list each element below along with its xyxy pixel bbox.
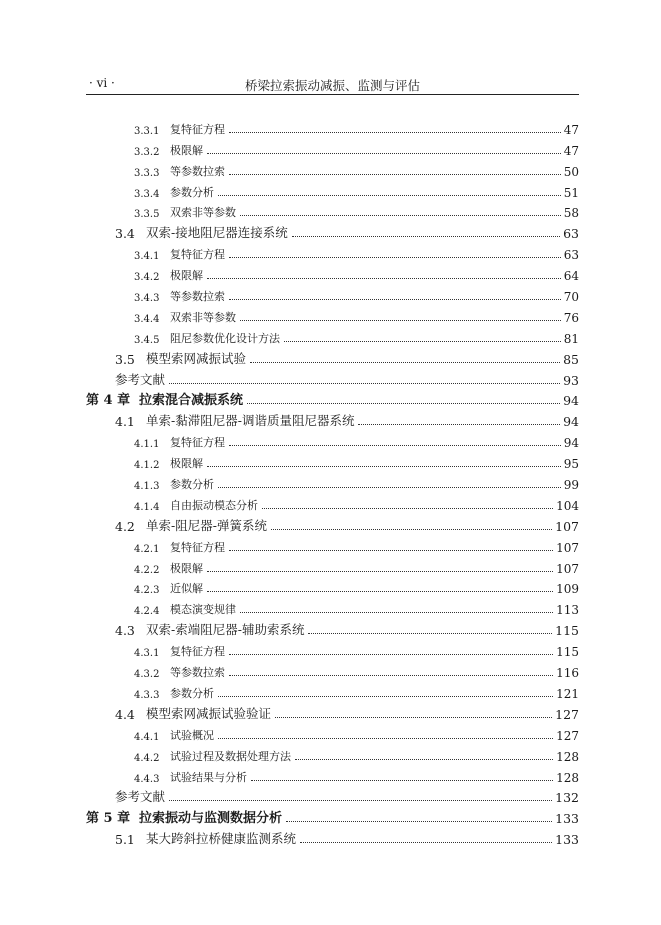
dot-leader	[207, 278, 561, 279]
toc-entry-title: 模型索网减振试验验证	[146, 705, 272, 721]
toc-entry-number: 4.2.2	[134, 564, 160, 576]
toc-entry-page: 115	[555, 623, 579, 639]
toc-subsection-entry[interactable]	[0, 743, 661, 764]
dot-leader	[229, 445, 561, 446]
toc-section-entry[interactable]	[0, 617, 661, 638]
toc-entry-number: 4.1.2	[134, 460, 160, 472]
toc-entry-title: 拉索混合减振系统	[139, 393, 244, 409]
toc-section-entry[interactable]	[0, 408, 661, 429]
toc-entry-page: 128	[556, 749, 579, 764]
toc-entry-page: 63	[563, 226, 579, 242]
toc-entry-title: 等参数拉索	[170, 164, 225, 178]
toc-entry-title: 极限解	[170, 561, 203, 575]
toc-entry-page: 81	[563, 331, 579, 346]
toc-entry-title: 双索-索端阻尼器-辅助索系统	[146, 622, 305, 638]
toc-entry-number: 3.5	[115, 351, 135, 367]
toc-entry-page: 51	[563, 185, 579, 200]
dot-leader	[207, 571, 553, 572]
dot-leader	[275, 717, 552, 718]
dot-leader	[207, 153, 561, 154]
toc-entry-number: 第 5 章	[86, 811, 131, 827]
toc-entry-title: 极限解	[170, 143, 203, 157]
toc-entry-title: 参数分析	[170, 686, 214, 700]
dot-leader	[271, 529, 552, 530]
toc-entry-page: 95	[563, 457, 579, 472]
dot-leader	[218, 738, 553, 739]
dot-leader	[240, 320, 561, 321]
toc-entry-page: 133	[555, 832, 579, 848]
toc-subsection-entry[interactable]	[0, 241, 661, 262]
toc-entry-page: 109	[556, 582, 579, 597]
toc-entry-page: 94	[563, 414, 579, 430]
dot-leader	[286, 821, 552, 822]
toc-entry-page: 76	[563, 310, 579, 325]
toc-subsection-entry[interactable]	[0, 116, 661, 137]
dot-leader	[229, 132, 561, 133]
dot-leader	[229, 654, 553, 655]
toc-entry-page: 107	[556, 561, 579, 576]
toc-subsection-entry[interactable]	[0, 680, 661, 701]
dot-leader	[295, 759, 553, 760]
dot-leader	[247, 403, 560, 404]
toc-entry-number: 3.3.3	[134, 167, 160, 179]
dot-leader	[207, 591, 553, 592]
toc-entry-page: 127	[555, 706, 579, 722]
dot-leader	[229, 550, 553, 551]
toc-entry-number: 4.4.1	[134, 731, 160, 743]
toc-subsection-entry[interactable]	[0, 555, 661, 576]
toc-entry-number: 4.2	[115, 518, 135, 534]
toc-entry-title: 试验过程及数据处理方法	[170, 749, 291, 763]
toc-entry-title: 复特征方程	[170, 436, 225, 450]
toc-entry-number: 4.3.2	[134, 669, 160, 681]
toc-entry-page: 94	[563, 393, 579, 409]
toc-entry-page: 94	[563, 436, 579, 451]
table-of-contents	[0, 116, 661, 847]
toc-reference-entry[interactable]	[0, 785, 661, 806]
toc-entry-number: 3.3.2	[134, 146, 160, 158]
dot-leader	[229, 174, 561, 175]
book-title: 桥梁拉索振动减振、监测与评估	[244, 78, 420, 93]
toc-entry-page: 93	[563, 372, 579, 388]
toc-entry-number: 4.1.4	[134, 501, 160, 513]
dot-leader	[284, 341, 561, 342]
toc-entry-number: 4.1.1	[134, 439, 160, 451]
dot-leader	[250, 362, 560, 363]
toc-entry-title: 双索非等参数	[170, 206, 236, 220]
toc-subsection-entry[interactable]	[0, 534, 661, 555]
toc-entry-number: 3.3.5	[134, 209, 160, 221]
toc-subsection-entry[interactable]	[0, 158, 661, 179]
toc-subsection-entry[interactable]	[0, 471, 661, 492]
toc-reference-entry[interactable]	[0, 367, 661, 388]
toc-entry-title: 模型索网减振试验	[146, 350, 247, 366]
toc-subsection-entry[interactable]	[0, 722, 661, 743]
dot-leader	[240, 612, 553, 613]
toc-entry-page: 63	[563, 248, 579, 263]
toc-entry-title: 某大跨斜拉桥健康监测系统	[146, 831, 297, 847]
toc-entry-number: 4.2.1	[134, 543, 160, 555]
toc-entry-number: 4.4.2	[134, 752, 160, 764]
toc-subsection-entry[interactable]	[0, 596, 661, 617]
toc-subsection-entry[interactable]	[0, 137, 661, 158]
dot-leader	[207, 466, 561, 467]
toc-entry-page: 85	[563, 351, 579, 367]
toc-entry-number: 3.4.3	[134, 293, 160, 305]
toc-entry-page: 70	[563, 290, 579, 305]
toc-entry-page: 128	[556, 770, 579, 785]
toc-entry-title: 参数分析	[170, 478, 214, 492]
toc-subsection-entry[interactable]	[0, 304, 661, 325]
toc-entry-page: 132	[555, 790, 579, 806]
dot-leader	[251, 780, 553, 781]
toc-entry-number: 4.1.3	[134, 481, 160, 493]
toc-subsection-entry[interactable]	[0, 576, 661, 597]
toc-subsection-entry[interactable]	[0, 179, 661, 200]
toc-chapter-entry[interactable]	[0, 805, 661, 826]
toc-subsection-entry[interactable]	[0, 492, 661, 513]
dot-leader	[218, 195, 561, 196]
toc-entry-number: 4.4.3	[134, 773, 160, 785]
toc-entry-number: 4.3.3	[134, 689, 160, 701]
toc-subsection-entry[interactable]	[0, 764, 661, 785]
dot-leader	[358, 424, 560, 425]
toc-entry-page: 99	[563, 478, 579, 493]
toc-entry-number: 3.4.5	[134, 334, 160, 346]
toc-section-entry[interactable]	[0, 346, 661, 367]
toc-subsection-entry[interactable]	[0, 659, 661, 680]
toc-subsection-entry[interactable]	[0, 429, 661, 450]
toc-section-entry[interactable]	[0, 826, 661, 847]
toc-entry-number: 3.3.4	[134, 188, 160, 200]
toc-entry-title: 单索-阻尼器-弹簧系统	[146, 517, 267, 533]
dot-leader	[300, 842, 552, 843]
toc-entry-title: 等参数拉索	[170, 666, 225, 680]
toc-entry-title: 参考文献	[115, 789, 166, 805]
toc-entry-title: 试验结果与分析	[170, 770, 247, 784]
dot-leader	[218, 696, 553, 697]
toc-entry-title: 极限解	[170, 457, 203, 471]
toc-subsection-entry[interactable]	[0, 283, 661, 304]
dot-leader	[240, 215, 561, 216]
toc-chapter-entry[interactable]	[0, 388, 661, 409]
toc-entry-page: 107	[555, 518, 579, 534]
page-number: · vi ·	[89, 76, 115, 90]
toc-section-entry[interactable]	[0, 701, 661, 722]
toc-entry-number: 3.4.1	[134, 251, 160, 263]
toc-section-entry[interactable]	[0, 220, 661, 241]
dot-leader	[169, 383, 560, 384]
toc-entry-number: 4.4	[115, 706, 135, 722]
toc-entry-page: 116	[556, 666, 579, 681]
dot-leader	[169, 800, 552, 801]
dot-leader	[292, 236, 560, 237]
toc-entry-number: 3.3.1	[134, 125, 160, 137]
toc-entry-page: 113	[556, 603, 579, 618]
toc-entry-page: 127	[556, 728, 579, 743]
toc-entry-title: 自由振动模态分析	[170, 498, 258, 512]
toc-entry-number: 4.2.3	[134, 585, 160, 597]
toc-entry-title: 复特征方程	[170, 540, 225, 554]
toc-entry-title: 模态演变规律	[170, 603, 236, 617]
toc-entry-title: 拉索振动与监测数据分析	[139, 811, 283, 827]
dot-leader	[262, 508, 553, 509]
dot-leader	[229, 257, 561, 258]
toc-entry-title: 单索-黏滞阻尼器-调谐质量阻尼器系统	[146, 413, 355, 429]
dot-leader	[229, 675, 553, 676]
toc-entry-title: 等参数拉索	[170, 290, 225, 304]
running-header	[86, 68, 579, 95]
toc-entry-number: 3.4.2	[134, 272, 160, 284]
toc-entry-title: 极限解	[170, 269, 203, 283]
toc-entry-number: 3.4.4	[134, 313, 160, 325]
toc-entry-page: 47	[563, 122, 579, 137]
toc-entry-title: 复特征方程	[170, 645, 225, 659]
toc-subsection-entry[interactable]	[0, 638, 661, 659]
toc-entry-title: 双索-接地阻尼器连接系统	[146, 225, 288, 241]
toc-entry-title: 参数分析	[170, 185, 214, 199]
toc-entry-title: 双索非等参数	[170, 310, 236, 324]
toc-entry-title: 复特征方程	[170, 122, 225, 136]
toc-entry-title: 阻尼参数优化设计方法	[170, 331, 280, 345]
toc-entry-page: 47	[563, 143, 579, 158]
toc-entry-page: 121	[556, 686, 579, 701]
toc-entry-number: 4.3.1	[134, 648, 160, 660]
toc-entry-title: 参考文献	[115, 371, 166, 387]
toc-entry-title: 近似解	[170, 582, 203, 596]
toc-section-entry[interactable]	[0, 513, 661, 534]
toc-entry-title: 试验概况	[170, 728, 214, 742]
toc-entry-title: 复特征方程	[170, 248, 225, 262]
toc-subsection-entry[interactable]	[0, 200, 661, 221]
toc-entry-number: 4.2.4	[134, 606, 160, 618]
toc-entry-number: 4.1	[115, 414, 135, 430]
toc-entry-page: 58	[563, 206, 579, 221]
toc-entry-page: 115	[556, 645, 579, 660]
dot-leader	[218, 487, 561, 488]
toc-entry-number: 4.3	[115, 623, 135, 639]
toc-entry-number: 3.4	[115, 226, 135, 242]
toc-entry-page: 64	[563, 269, 579, 284]
toc-entry-page: 133	[555, 811, 579, 827]
dot-leader	[308, 633, 552, 634]
toc-subsection-entry[interactable]	[0, 325, 661, 346]
toc-entry-number: 5.1	[115, 832, 135, 848]
toc-subsection-entry[interactable]	[0, 450, 661, 471]
dot-leader	[229, 299, 561, 300]
toc-entry-number: 第 4 章	[86, 393, 131, 409]
toc-entry-page: 104	[556, 498, 579, 513]
toc-subsection-entry[interactable]	[0, 262, 661, 283]
toc-entry-page: 50	[563, 164, 579, 179]
toc-entry-page: 107	[556, 540, 579, 555]
